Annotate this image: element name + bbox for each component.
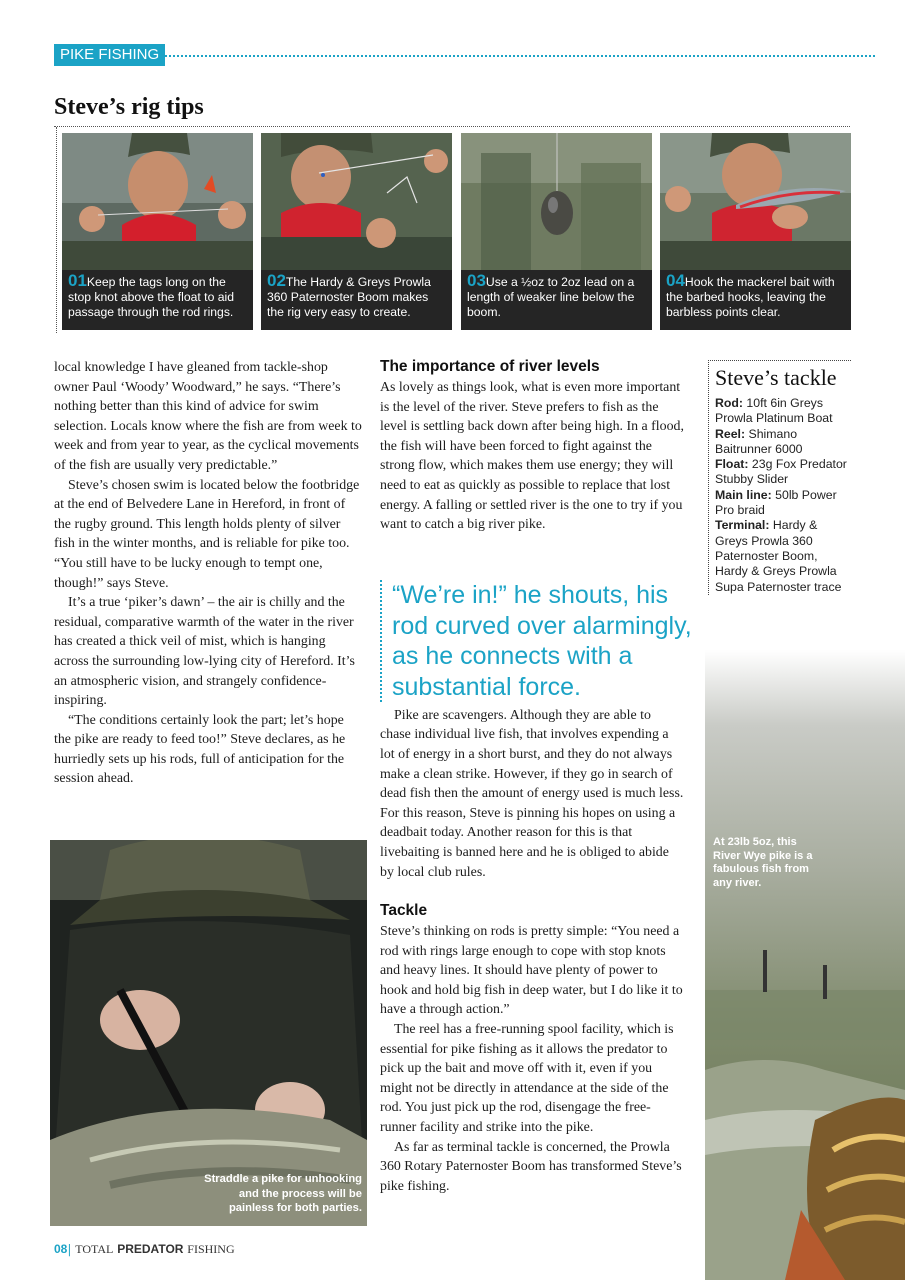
paragraph: As lovely as things look, what is even more important is the level of the river. Steve prefers to fish as the level is settling back down after being high. In a flood, the fish will have been forced to fight against the strong flow, which makes them use energy; they will need to eat as quickly as possible to replace that lost energy. A falling or settled river is the one to try if you want to catch a big river pike. [380, 380, 684, 533]
tackle-item-float: Float: 23g Fox Predator Stubby Slider [715, 457, 847, 487]
paragraph: Pike are scavengers. Although they are able to chase individual live fish, that involves expending a lot of energy in a short burst, and they do not always make a clean strike. However, if they go in search of dead fish then the amount of energy used is much less. For this reason, Steve is pinning his hopes on using a deadbait today. Another reason for this is that livebaiting is banned here and he is obliged to abide by local club rules. [380, 707, 684, 880]
rig-tip-3-caption: 03Use a ½oz to 2oz lead on a length of weaker line below the boom. [461, 270, 652, 330]
unhooking-photo-caption: Straddle a pike for unhooking and the process will be painless for both parties. [204, 1173, 362, 1214]
rig-tip-4-photo [660, 133, 851, 270]
rig-tip-3 [461, 133, 652, 330]
rig-tip-4 [660, 133, 851, 330]
rig-tip-4-caption: 04Hook the mackerel bait with the barbed hooks, leaving the barbless points clear. [660, 270, 851, 330]
article-column-1 [54, 358, 362, 789]
tackle-item-main-line: Main line: 50lb Power Pro braid [715, 487, 837, 518]
rig-tip-1-caption: 01Keep the tags long on the stop knot above the float to aid passage through the rod rings. [62, 270, 253, 330]
tackle-item-terminal: Terminal: Hardy & Greys Prowla 360 Paternoster Boom, Hardy & Greys Prowla Supa Paternoster trace [715, 518, 842, 594]
pull-quote: “We’re in!” he shouts, his rod curved over alarmingly, as he connects with a substantial force. [380, 580, 698, 702]
unhooking-photo [50, 840, 367, 1226]
rig-tip-2-photo [261, 133, 452, 270]
tackle-box [708, 360, 851, 595]
pike-river-photo [705, 650, 905, 1280]
rig-tip-1-photo [62, 133, 253, 270]
rig-tip-2 [261, 133, 452, 330]
paragraph: As far as terminal tackle is concerned, the Prowla 360 Rotary Paternoster Boom has transformed Steve’s pike fishing. [380, 1139, 682, 1194]
page-title: Steve’s rig tips [54, 94, 204, 120]
magazine-name-part: TOTAL [75, 1242, 114, 1256]
page-number: 08 [54, 1242, 68, 1256]
section-rule [160, 55, 875, 57]
title-rule [54, 126, 850, 127]
paragraph: The reel has a free-running spool facility, which is essential for pike fishing as it allows the predator to pick up the bait and move off with it, even if you might not be directly in attendance at the side of the rod. You just pick up the rod, disengage the free-runner facility and strike into the pike. [380, 1022, 674, 1136]
tackle-item-reel: Reel: Shimano Baitrunner 6000 [715, 426, 803, 456]
magazine-name-part: FISHING [187, 1242, 235, 1256]
pike-photo-caption: At 23lb 5oz, this River Wye pike is a fabulous fish from any river. [713, 836, 813, 889]
paragraph: It’s a true ‘piker’s dawn’ – the air is chilly and the residual, comparative warmth of the water in the river has created a thick veil of mist, which is hanging across the surrounding low-lying city of Hereford. It’s an atmospheric vision, and strangely confidence-inspiring. [54, 595, 355, 709]
tackle-list [715, 396, 851, 595]
paragraph: Steve’s chosen swim is located below the footbridge at the end of Belvedere Lane in Hereford, in front of the rugby ground. This length holds plenty of silver fish in the winter months, and is reliable for pike too. “You still have to be lucky enough to tempt one, though!” says Steve. [54, 477, 360, 591]
magazine-name-part: PREDATOR [117, 1242, 184, 1256]
subheading-tackle: Tackle [380, 902, 428, 920]
tips-side-rule [56, 127, 57, 333]
page-footer: 08| TOTAL PREDATOR FISHING [54, 1242, 235, 1256]
tackle-item-rod: Rod: 10ft 6in Greys Prowla Platinum Boat [715, 396, 833, 426]
subheading-river-levels: The importance of river levels [380, 358, 600, 375]
tackle-box-title: Steve’s tackle [715, 365, 837, 390]
section-tag: PIKE FISHING [54, 44, 165, 66]
paragraph: Steve’s thinking on rods is pretty simple: “You need a rod with rings large enough to cope with stop knots and heavy lines. It should have plenty of power to hook and hold big fish in deep water, but I do like it to have a through action.” [380, 924, 683, 1018]
paragraph: local knowledge I have gleaned from tackle-shop owner Paul ‘Woody’ Woodward,” he says. “There’s nothing better than this kind of advice for swim selection. Locals know where the fish are from week to week and from year to year, as the cyclical movements of the fish are usually very predictable.” [54, 360, 362, 473]
article-column-2 [380, 356, 685, 1196]
rig-tip-3-photo [461, 133, 652, 270]
paragraph: “The conditions certainly look the part; let’s hope the pike are ready to feed too!” Steve declares, as he hurriedly sets up his rods, full of anticipation for the session ahead. [54, 712, 346, 787]
rig-tip-2-caption: 02The Hardy & Greys Prowla 360 Paternoster Boom makes the rig very easy to create. [261, 270, 452, 330]
rig-tip-1 [62, 133, 253, 330]
